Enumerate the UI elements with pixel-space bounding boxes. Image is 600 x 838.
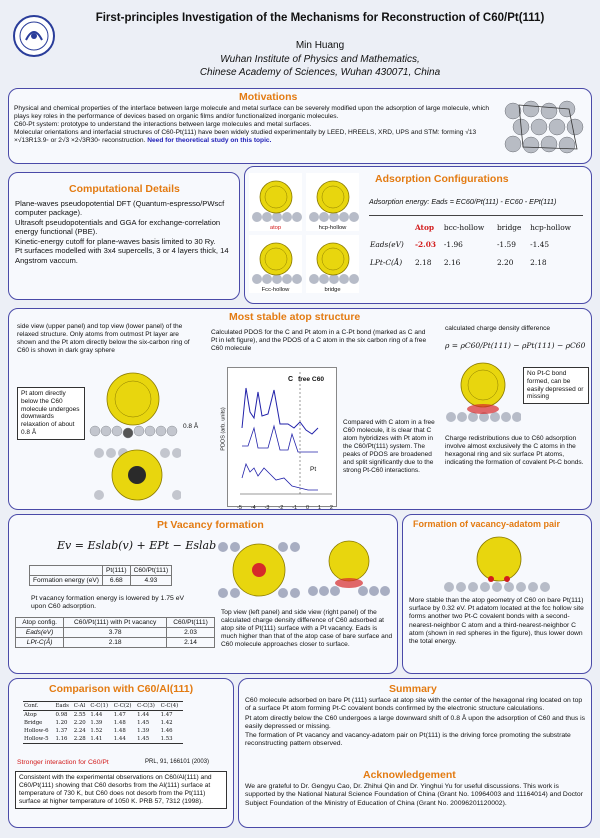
vacancy-caption: Top view (left panel) and side view (right panel) of the calculated charge density difference of C60 adsorbed at atop site of Pt(111) surface with a Pt vacancy. Eads is much higher than that of the atop case of bare surface and C60 molecule approaches closer to surface. <box>221 609 393 649</box>
motivations-p3: Molecular orientations and interfacial structures of C60-Pt(111) have been widely studied experimentally by LEED, HREELS, XRD, UPS and STM: forming √13 ×√13R13.9◦ or 2√3 ×2√3R30◦ reconstruction. Need for theoretical study on this topic. <box>14 129 477 145</box>
adatom-text: More stable than the atop geometry of C60 on bare Pt(111) surface by 0.32 eV. Pt adatom located at the fcc hollow site forms another two Pt-C covalent bonds with a second-nearest-neighbor C atom and a third-nearest-neighbor C atom (shown in red spheres in the figure), thus lower down the total energy. <box>409 597 584 645</box>
reconstruction-pattern-image <box>499 97 587 159</box>
fcc-hollow-config-image <box>249 235 302 293</box>
charge-density-text: Charge redistributions due to C60 adsorption involve almost exclusively the C atoms in the hexagonal ring and six surface Pt atoms, indicating the formation of covalent Pt-C bonds. <box>445 435 584 467</box>
adatom-title: Formation of vacancy-adatom pair <box>413 519 561 529</box>
summary-title: Summary <box>389 683 437 695</box>
adsorption-panel <box>244 166 592 304</box>
motivations-text <box>14 105 494 145</box>
pdos-comparison-text: Compared with C atom in a free C60 molecule, it is clear that C atom hybridizes with Pt atom in the C60/Pt(111) system. The peaks of PDOS are broadened and split significantly due to the strong Pt-C60 interactions. <box>343 419 435 474</box>
computational-item: Plane-waves pseudopotential DFT (Quantum-espresso/PWscf computer package). <box>15 199 225 218</box>
computational-panel <box>8 172 240 300</box>
computational-item: Kinetic-energy cutoff for plane-waves basis limited to 30 Ry. <box>15 236 216 246</box>
adsorption-formula-label: Adsorption energy: <box>369 197 430 206</box>
charge-density-image <box>445 359 521 427</box>
bridge-config-label: bridge <box>324 287 341 293</box>
prl-reference: PRL, 91, 166101 (2003) <box>145 759 210 765</box>
motivations-p1: Physical and chemical properties of the interface between large molecule and metal surface can be severely modified upon the adsorption of large molecule, which plays key roles in the performance of devices based on organic films and/or functionalized inorganic molecules. <box>14 105 490 121</box>
vacancy-top-view-image <box>217 537 301 603</box>
adsorption-formula-line <box>369 197 589 206</box>
adsorption-row-lptc: LPt-C(Å) 2.18 2.16 2.20 2.18 <box>370 257 547 267</box>
adatom-panel <box>402 514 592 674</box>
vacancy-lowered-text: Pt vacancy formation energy is lowered by 1.75 eV upon C60 adsorption. <box>31 595 185 611</box>
charge-density-formula: ρ = ρC60/Pt(111) − ρPt(111) − ρC60 <box>445 341 586 350</box>
pdos-c-curve <box>242 388 318 434</box>
computational-item: Pt surfaces modelled with 3x4 supercells, 3 or 4 layers thick, 14 Angstrom vaccum. <box>15 246 229 265</box>
computational-item: Ultrasoft pseudopotentials and GGA for exchange-correlation energy functional (PBE). <box>15 217 221 237</box>
pdos-plot <box>228 368 336 506</box>
summary-item: C60 molecule adsorbed on bare Pt (111) surface at atop site with the center of the hexagonal ring located on top of a surface Pt atom forming Pt-C covalent bonds confirmed by the electronic structure calculations. <box>245 697 583 713</box>
config-images <box>249 173 359 297</box>
computational-list <box>15 199 237 265</box>
pdos-label-c: C <box>288 376 294 383</box>
comparison-text: Consistent with the experimental observations on C60/Al(111) and C60/Pt(111) showing that C60 desorbs from the Al(111) surface at temperature of 730 K, but C60 does not desorb from the Pt(111) surface at higher temperature of 1050 K. PRB 57, 7312 (1998). <box>15 771 227 809</box>
institute-logo <box>12 14 56 58</box>
pdos-ylabel: PDOS (arb. units) <box>220 407 227 451</box>
computational-title: Computational Details <box>69 183 180 195</box>
adatom-structure-image <box>443 535 553 595</box>
affiliation-line-1: Wuhan Institute of Physics and Mathematics, <box>220 54 420 65</box>
summary-item: The formation of Pt vacancy and vacancy-adatom pair on Pt(111) is the driving force promoting the substrate reconstructing pattern observed. <box>245 732 571 748</box>
stronger-interaction-note: Stronger interaction for C60/Pt <box>17 759 109 766</box>
ack-title: Acknowledgement <box>363 769 456 781</box>
vacancy-panel <box>8 514 398 674</box>
pdos-caption: Calculated PDOS for the C and Pt atom in a C-Pt bond (marked as C and Pt in left figure), and the PDOS of a C atom in the six carbon ring of a free C60 molecule <box>211 329 427 353</box>
fcc-hollow-config-label: Fcc-hollow <box>261 287 290 293</box>
vacancy-side-view-image <box>307 537 393 603</box>
comparison-panel <box>8 678 234 828</box>
hcp-hollow-config-label: hcp-hollow <box>318 225 347 231</box>
adsorption-col-hcp: hcp-hollow <box>530 222 571 232</box>
side-view-structure-image <box>89 369 179 439</box>
vacancy-config-table: Atop config. C60/Pt(111) with Pt vacancy C60/Pt(111) Eads(eV) 3.78 2.03 LPt-C(Å) 2.18 2.14 <box>15 617 215 648</box>
adsorption-col-bridge: bridge <box>496 222 522 232</box>
pdos-label-pt: Pt <box>310 466 317 473</box>
bridge-config-image <box>306 235 359 293</box>
atop-config-image <box>249 173 302 231</box>
pdos-chart <box>220 367 337 507</box>
side-view-caption: side view (upper panel) and top view (lower panel) of the relaxed structure. Only atoms from outmost Pt layer are shown and the Pt atom directly below the six-carbon ring of C60 is shown in dark gray sphere <box>17 323 190 355</box>
pdos-label-free: free C60 <box>298 376 325 383</box>
atop-title: Most stable atop structure <box>229 311 361 323</box>
atop-config-label: atop <box>269 225 282 231</box>
summary-item: Pt atom directly below the C60 undergoes a large downward shift of 0.8 Å upon the adsorption of C60 and thus is easily depressed or missing. <box>245 714 586 730</box>
adsorption-col-atop: Atop <box>414 222 435 232</box>
hcp-hollow-config-image <box>306 173 359 231</box>
adsorption-title: Adsorption Configurations <box>375 173 509 185</box>
pdos-xticks: -5 -4 -3 -2 -1 0 1 2 <box>237 505 333 510</box>
affiliation-line-2: Chinese Academy of Sciences, Wuhan 430071, China <box>199 67 441 78</box>
comparison-table: Conf. Eads C-Al C-C(1) C-C(2) C-C(3) C-C(4) Atop 0.98 2.55 1.44 1.47 1.44 1.47 Bridge 1.20 2.20 1.39 1.48 1.45 1.42 Hollow-6 1.37 2.24 1.52 1.48 1.39 1.46 Hollow-5 1.16 2.28 1.41 1.44 1.45 1.53 <box>23 701 183 744</box>
relaxation-callout: Pt atom directly below the C60 molecule undergoes downwards relaxation of about 0.8 Å <box>17 387 85 440</box>
adsorption-table-header <box>369 219 583 235</box>
top-view-structure-image <box>91 445 181 507</box>
pdos-pt-curve <box>242 464 318 490</box>
summary-panel <box>238 678 592 828</box>
relax-label: 0.8 Å <box>183 423 199 430</box>
formation-energy-table: Pt(111) C60/Pt(111) Formation energy (eV) 6.68 4.93 <box>29 565 172 586</box>
motivations-p2: C60-Pt system: prototype to understand the interactions between large molecules and metal surfaces. <box>14 121 312 129</box>
adsorption-row-eads: Eads(eV) -2.03 -1.96 -1.59 -1.45 <box>370 239 550 249</box>
motivations-title: Motivations <box>239 91 298 103</box>
motivations-panel <box>8 88 592 164</box>
ack-text: We are grateful to Dr. Gengyu Cao, Dr. Zhihui Qin and Dr. Yinghui Yu for useful discussions. This work is supported by the National Natural Science Foundation of China (Grant No. 10964003 and 11164014) and Doctor Subject Foundation of the Ministry of Education of China (Grant No. 20096201120002). <box>245 783 583 807</box>
adsorption-divider <box>369 215 583 216</box>
summary-list <box>245 697 587 749</box>
vacancy-title: Pt Vacancy formation <box>157 519 264 531</box>
comparison-title: Comparison with C60/Al(111) <box>49 683 194 695</box>
adsorption-table <box>369 219 583 271</box>
poster-title: First-principles Investigation of the Mechanisms for Reconstruction of C60/Pt(111) <box>95 12 545 24</box>
motivations-emphasis: Need for theoretical study on this topic. <box>147 137 272 145</box>
author: Min Huang <box>295 40 345 51</box>
adsorption-formula: Eads = EC60/Pt(111) - EC60 - EPt(111) <box>431 197 557 206</box>
no-bond-callout: No Pt-C bond formed, can be easily depressed or missing <box>523 367 589 404</box>
vacancy-formula: Ev = Eslab(v) + EPt − Eslab <box>57 539 217 552</box>
atop-panel <box>8 308 592 510</box>
charge-density-caption: calculated charge density difference <box>445 325 551 332</box>
adsorption-col-bcc: bcc-hollow <box>443 222 485 232</box>
